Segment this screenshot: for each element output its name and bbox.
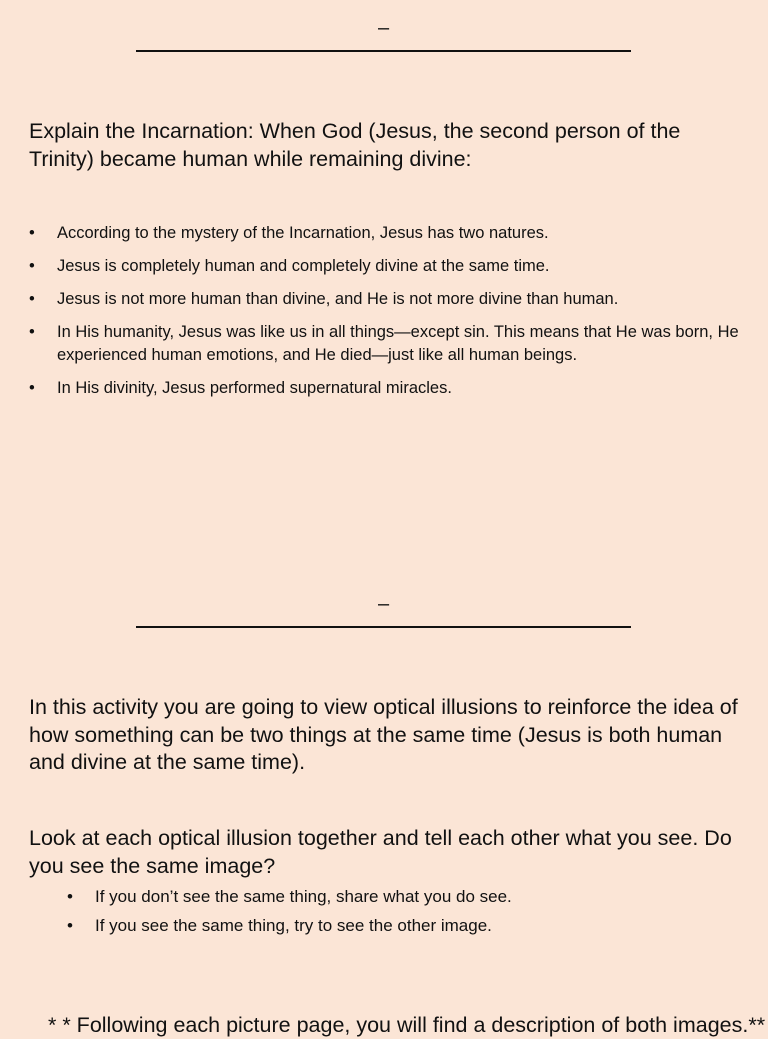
activity-intro: In this activity you are going to view optical illusions to reinforce the idea of how something can be two things at the same time (Jesus is both human and divine at the same time). [29, 695, 738, 774]
bullet-icon: • [29, 257, 35, 275]
list-item [29, 377, 744, 400]
bullet-icon: • [67, 916, 73, 935]
incarnation-intro: Explain the Incarnation: When God (Jesus, the second person of the Trinity) became human while remaining divine: [29, 119, 681, 171]
bullet-text: In His humanity, Jesus was like us in all things—except sin. This means that He was born, He experienced human emotions, and He died—just like all human beings. [57, 323, 739, 364]
bullet-icon: • [29, 290, 35, 308]
section-1-heading-rule [136, 17, 631, 52]
footer-note: * * Following each picture page, you will find a description of both images.** [48, 1013, 766, 1037]
bullet-icon: • [29, 224, 35, 242]
bullet-text: If you don’t see the same thing, share what you do see. [95, 887, 512, 906]
section-1-heading-dash: – [377, 17, 390, 39]
activity-instruction: Look at each optical illusion together and tell each other what you see. Do you see the same image? [29, 826, 732, 878]
section-2-heading-dash: – [377, 593, 390, 615]
section-2-underline [136, 626, 631, 628]
list-item [67, 885, 747, 909]
list-item [29, 222, 744, 245]
incarnation-bullet-list [29, 222, 744, 410]
bullet-icon: • [29, 323, 35, 341]
bullet-icon: • [67, 887, 73, 906]
bullet-icon: • [29, 379, 35, 397]
list-item [67, 914, 747, 938]
list-item [29, 288, 744, 311]
activity-bullet-list [67, 885, 747, 943]
bullet-text: Jesus is completely human and completely divine at the same time. [57, 257, 550, 275]
bullet-text: Jesus is not more human than divine, and He is not more divine than human. [57, 290, 619, 308]
section-1-underline [136, 50, 631, 52]
list-item [29, 255, 744, 278]
bullet-text: If you see the same thing, try to see the other image. [95, 916, 492, 935]
bullet-text: In His divinity, Jesus performed supernatural miracles. [57, 379, 452, 397]
bullet-text: According to the mystery of the Incarnation, Jesus has two natures. [57, 224, 549, 242]
section-2-heading-rule [136, 593, 631, 628]
list-item [29, 321, 744, 367]
